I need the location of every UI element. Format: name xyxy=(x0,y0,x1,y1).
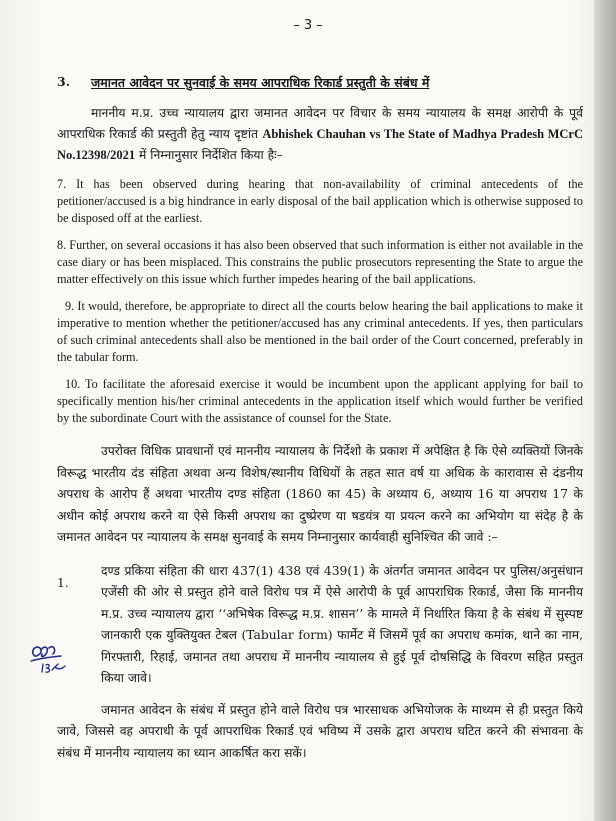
case-citation: Abhishek Chauhan vs The State of Madhya Pradesh MCrC No.12398/2021 xyxy=(57,127,583,162)
handwritten-initials-icon xyxy=(27,634,71,678)
section-heading xyxy=(57,74,583,91)
page-number: – 3 – xyxy=(293,18,323,33)
section-title: जमानत आवेदन पर सुनवाई के समय आपराधिक रिकार्ड प्रस्तुती के संबंध में xyxy=(91,75,430,90)
intro-part1: माननीय म.प्र. उच्च न्यायालय द्वारा जमानत आवेदन पर विचार के समय न्यायालय के समक्ष आरोपी के पूर्व आपराधिक रिकार्ड की प्रस्तुती हेतु न्याय दृष्टांत xyxy=(57,106,583,141)
page-content xyxy=(57,74,583,764)
page-edge-shadow xyxy=(594,0,616,821)
list-item xyxy=(57,561,583,690)
quoted-paragraph-10: 10. To facilitate the aforesaid exercise it would be incumbent upon the applicant applying for bail to specifically mention his/her criminal antecedents in the application itself which would further be verified by the subordinate Court with the assistance of counsel for the State. xyxy=(57,377,583,425)
quoted-paragraph-8: 8. Further, on several occasions it has also been observed that such information is either not available in the case diary or has been misplaced. This constrains the public prosecutors representing the State to argue the matter effectively on this issue which further impedes hearing of the bail applications. xyxy=(57,238,583,286)
quoted-paragraph-9: 9. It would, therefore, be appropriate to direct all the courts below hearing the bail applications to make it imperative to mention whether the petitioner/accused has any criminal antecedents. If yes, then particulars of such criminal antecedents shall also be mentioned in the bail order of the Court concerned, preferably in the tabular form. xyxy=(57,299,583,364)
list-item-text: दण्ड प्रकिया संहिता की धारा 437(1) 438 एवं 439(1) के अंतर्गत जमानत आवेदन पर पुलिस/अनुसंधान एजेंसी की ओर से प्रस्तुत होने वाले विरोध पत्र में ऐसे आरोपी के पूर्व आपराधिक रिकार्ड, जैसा कि माननीय म.प्र. उच्च न्यायालय द्वारा ‘‘अभिषेक विरूद्ध म.प्र. शासन’’ के मामले में निर्धारित किया है के संबंध में सुस्पष्ट जानकारी एक युक्तियुक्त टेबल (Tabular form) फार्मेट में जिसमें पूर्व का अपराध कमांक, थाने का नाम, गिरफ्तारी, रिहाई, जमानत तथा अपराध में माननीय न्यायालय से हुई पूर्व दोषसिद्धि के विवरण सहित प्रस्तुत किया जावे। xyxy=(101,563,583,685)
list-item-number: 1. xyxy=(57,575,69,590)
intro-part2: में निम्नानुसार निर्देशित किया हैः– xyxy=(135,148,283,162)
quoted-paragraph-7: 7. It has been observed during hearing that non-availability of criminal antecedents of the petitioner/accused is a big hindrance in early disposal of the bail application which is otherwise supposed to be disposed off at the earliest. xyxy=(57,177,583,225)
body-paragraph: उपरोक्त विधिक प्रावधानों एवं माननीय न्यायालय के निर्देशो के प्रकाश में अपेक्षित है कि ऐसे व्यक्तियों जिनके विरूद्ध भारतीय दंड संहिता अथवा अन्य विशेष/स्थानीय विधियों के तहत सात वर्ष या अधिक के कारावास से दंडनीय अपराध के आरोप हैं अथवा भारतीय दण्ड संहिता (1860 का 45) के अध्याय 6, अध्याय 16 या अपराध 17 के अधीन कोई अपराध करने या ऐसे किसी अपराध का दुष्प्रेरण या षडयंत्र या प्रयत्न करने का अभियोग या संदेह है के जमानत आवेदन पर न्यायालय के समक्ष सुनवाई के समय निम्नानुसार कार्यवाही सुनिश्चित की जावे :– xyxy=(57,444,583,544)
closing-paragraph: जमानत आवेदन के संबंध में प्रस्तुत होने वाले विरोध पत्र भारसाधक अभियोजक के माध्यम से ही प्रस्तुत किये जावे, जिससे वह अपराधी के पूर्व आपराधिक रिकार्ड एवं भविष्य में उसके द्वारा अपराध घटित करने की संभावना के संबंध में माननीय न्यायालय का ध्यान आकर्षित करा सकें। xyxy=(57,702,583,760)
section-number: 3. xyxy=(57,74,71,89)
intro-paragraph xyxy=(57,103,583,166)
